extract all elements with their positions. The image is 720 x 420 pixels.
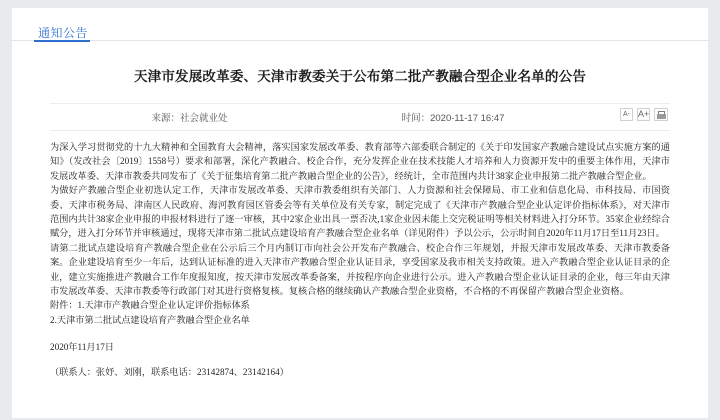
article-content: [50, 131, 670, 327]
paragraph: 为做好产教融合型企业初选认定工作，天津市发展改革委、天津市教委组织有关部门、人力资源和社会保障局、市工业和信息化局、市科技局、市国资委、天津市税务局、津南区人民政府、海河教育园区管委会等有关单位及有关专家，制定完成了《天津市产教融合型企业认定评价指标体系》，对天津市范围内共计38家企业申报的申报材料进行了逐一审核，其中2家企业出具一票否决,1家企业因未能上交完税证明等相关材料进入打分环节。35家企业经综合赋分，进入打分环节并审核通过，现将天津市第二批试点建设培育产教融合型企业名单（详见附件）予以公示，公示时间自2020年11月17日至11月23日。: [50, 185, 670, 239]
paragraph: 为深入学习贯彻党的十九大精神和全国教育大会精神，落实国家发展改革委、教育部等六部委联合制定的《关于印发国家产教融合建设试点实施方案的通知》（发改社会〔2019〕1558号）要求和部署，深化产教融合、校企合作，充分发挥企业在技术技能人才培养和人力资源开发中的重要主体作用，天津市发展改革委、天津市教委共同发布了《关于征集培育第二批产教融合型企业的公告》，经统计，全市范围内共计38家企业申报第二批产教融合型企业。: [50, 142, 670, 181]
font-increase-button[interactable]: A+: [638, 109, 650, 119]
paragraph: 请第二批试点建设培育产教融合型企业在公示后三个月内制订市向社会公开发布产教融合、校企合作三年规划，并报天津市发展改革委、天津市教委备案。企业建设培育至少一年后，达到认证标准的进入天津市产教融合型企业认证目录，享受国家及我市相关支持政策。进入产教融合型企业认证目录的企业，建立实施推进产教融合工作年度报知度，按天津市发展改革委备案，并按程序向企业进行公示。进入产教融合型企业认证目录的企业，每三年由天津市发展改革委、天津市教委等行政部门对其进行资格复核。复核合格的继续确认产教融合型企业资格，不合格的不再保留产教融合型企业资格。: [50, 242, 670, 297]
print-icon[interactable]: [654, 108, 668, 121]
sign-date: 2020年11月17日: [50, 342, 114, 353]
attachment-item: 2.天津市第二批试点建设培育产教融合型企业名单: [50, 314, 250, 325]
article-body: [12, 41, 708, 379]
attachment-item: 附件：1.天津市产教融合型企业认定评价指标体系: [50, 300, 250, 311]
page-title: 天津市发展改革委、天津市教委关于公布第二批产教融合型企业名单的公告: [133, 69, 587, 84]
font-decrease-button[interactable]: A-: [620, 108, 633, 121]
contact-info: （联系人：张妤、刘刚，联系电话：23142874、23142164）: [50, 367, 289, 378]
article-meta: [50, 103, 670, 131]
meta-time: 时间：2020-11-17 16:47: [401, 113, 505, 124]
article-card: [12, 8, 708, 418]
tab-notices[interactable]: 通知公告: [38, 26, 89, 40]
tab-bar: [12, 8, 708, 41]
meta-source: 来源：社会就业处: [151, 113, 228, 124]
article-tools: [620, 108, 668, 121]
scrollbar[interactable]: [705, 8, 708, 418]
tab-active-indicator: [34, 40, 90, 42]
